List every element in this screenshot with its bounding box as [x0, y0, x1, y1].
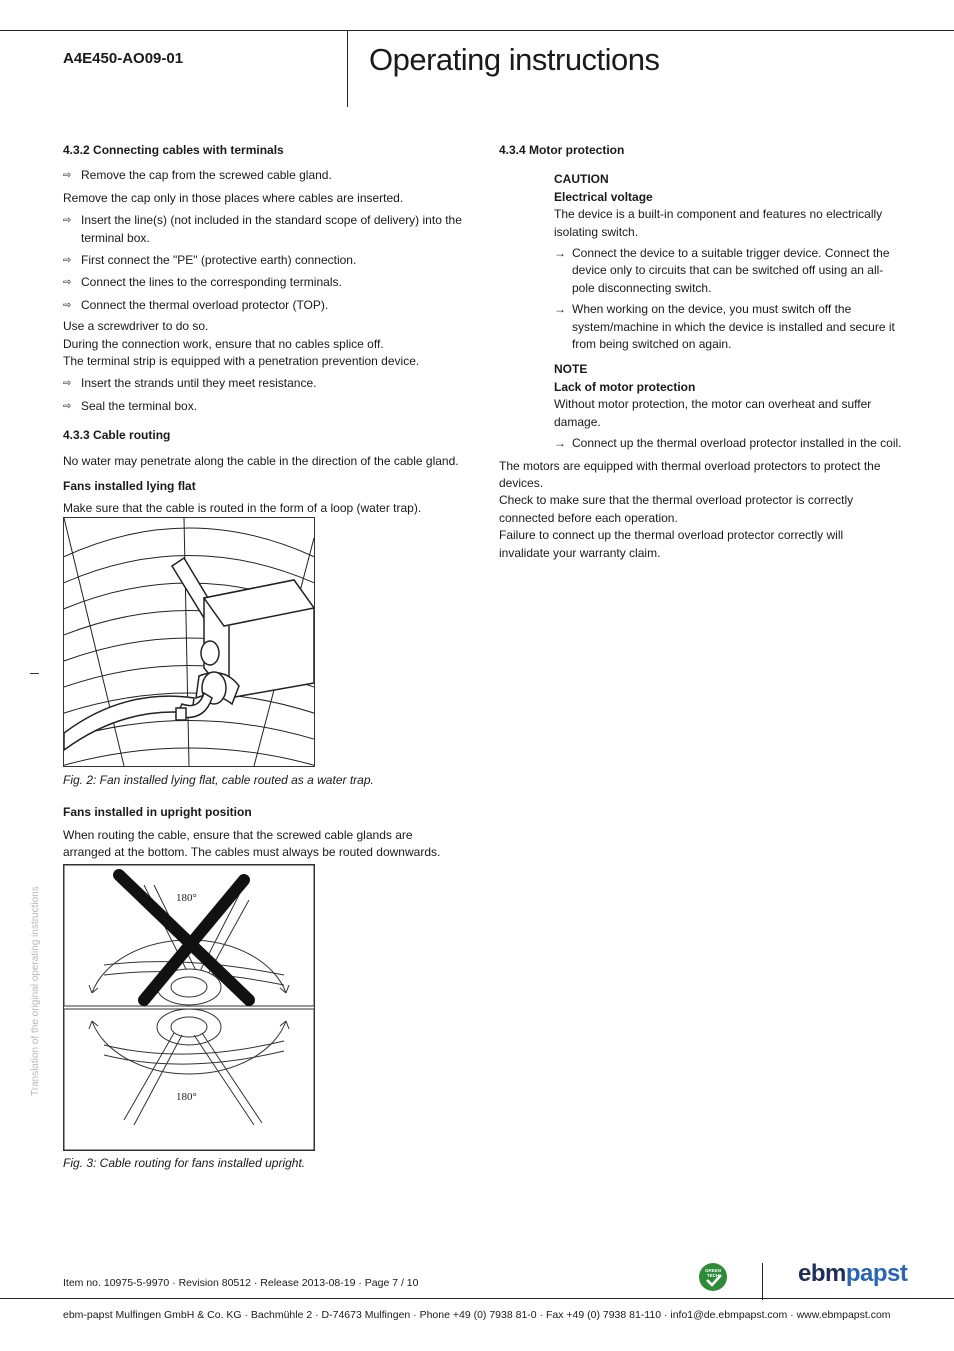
- model-number: A4E450-AO09-01: [63, 50, 184, 67]
- subheading-lying-flat: Fans installed lying flat: [63, 479, 196, 494]
- paragraph: No water may penetrate along the cable in the direction of the cable gland.: [63, 453, 459, 468]
- left-column: [63, 142, 463, 517]
- subheading-upright: Fans installed in upright position: [63, 805, 252, 820]
- arrow-bullet-icon: ⇨: [63, 277, 72, 289]
- list-item: ⇨ Connect the lines to the corresponding terminals.: [63, 274, 463, 291]
- arrow-bullet-icon: ⇨: [63, 255, 72, 267]
- svg-text:TECH: TECH: [706, 1273, 720, 1278]
- paragraph: Remove the cap only in those places where cables are inserted.: [63, 190, 404, 205]
- paragraph: The terminal strip is equipped with a penetration prevention device.: [63, 354, 420, 369]
- figure-3-caption: Fig. 3: Cable routing for fans installed upright.: [63, 1156, 306, 1170]
- header-divider: [347, 30, 348, 107]
- arrow-bullet-icon: ⇨: [63, 299, 72, 311]
- footer-logo-divider: [762, 1263, 763, 1300]
- figure-2-caption-wrap: [63, 772, 463, 862]
- caution-block: [554, 171, 904, 452]
- note-label: NOTE: [554, 362, 588, 377]
- svg-text:GREEN: GREEN: [704, 1268, 722, 1273]
- margin-tick: [30, 673, 39, 674]
- figure-2-caption: Fig. 2: Fan installed lying flat, cable routed as a water trap.: [63, 773, 374, 787]
- list-item: → When working on the device, you must switch off the system/machine in which the device is installed and secure it from being switched on again.: [554, 302, 895, 352]
- footer-rule: [0, 1298, 954, 1299]
- arrow-right-icon: →: [554, 246, 566, 261]
- caution-title: Electrical voltage: [554, 189, 653, 204]
- list-item: ⇨ Insert the line(s) (not included in the standard scope of delivery) into the terminal box.: [63, 213, 462, 245]
- arrow-bullet-icon: ⇨: [63, 400, 72, 412]
- paragraph: The motors are equipped with thermal overload protectors to protect the devices.: [499, 458, 881, 490]
- list-item: ⇨ First connect the "PE" (protective earth) connection.: [63, 252, 463, 269]
- list-item: → Connect up the thermal overload protector installed in the coil.: [554, 435, 922, 452]
- footer-address: ebm-papst Mulfingen GmbH & Co. KG · Bachmühle 2 · D-74673 Mulfingen · Phone +49 (0) 7938 81-0 · Fax +49 (0) 7938 81-110 · info1@de.ebmpapst.com · www.ebmpapst.com: [63, 1309, 891, 1321]
- list-item: ⇨ Insert the strands until they meet resistance.: [63, 375, 463, 392]
- arrow-bullet-icon: ⇨: [63, 170, 72, 182]
- figure-3-caption-wrap: [63, 1155, 463, 1172]
- brand-logo: ebmpapst: [798, 1260, 908, 1287]
- caution-text: The device is a built-in component and features no electrically isolating switch.: [554, 207, 883, 239]
- arrow-bullet-icon: ⇨: [63, 215, 72, 227]
- list-item: → Connect the device to a suitable trigger device. Connect the device only to circuits that can be switched off using an all-pole disconnecting switch.: [554, 246, 890, 295]
- right-column: [499, 142, 904, 562]
- section-4-3-2-heading: 4.3.2 Connecting cables with terminals: [63, 143, 284, 157]
- figure-3-image: [63, 864, 315, 1151]
- paragraph: Make sure that the cable is routed in the form of a loop (water trap).: [63, 500, 422, 515]
- header-top-rule: [0, 30, 954, 31]
- paragraph: Failure to connect up the thermal overload protector correctly will invalidate your warranty claim.: [499, 528, 844, 560]
- paragraph: During the connection work, ensure that no cables splice off.: [63, 336, 384, 351]
- arrow-bullet-icon: ⇨: [63, 378, 72, 390]
- sidebar-note: Translation of the original operating instructions: [30, 886, 41, 1096]
- list-item: ⇨ Seal the terminal box.: [63, 398, 463, 415]
- paragraph: Check to make sure that the thermal overload protector is correctly connected before each operation.: [499, 493, 854, 525]
- note-title: Lack of motor protection: [554, 379, 696, 394]
- section-4-3-4-heading: 4.3.4 Motor protection: [499, 143, 625, 157]
- green-tech-logo-icon: [698, 1262, 728, 1292]
- list-item: ⇨ Remove the cap from the screwed cable gland.: [63, 167, 463, 184]
- angle-label-top: 180°: [176, 892, 197, 904]
- caution-label: CAUTION: [554, 172, 609, 187]
- paragraph: Use a screwdriver to do so.: [63, 319, 209, 334]
- arrow-right-icon: →: [554, 302, 566, 317]
- fan-upright-illustration: [64, 865, 314, 1150]
- fan-lying-flat-illustration: [64, 518, 314, 766]
- section-4-3-3-heading: 4.3.3 Cable routing: [63, 428, 171, 443]
- arrow-right-icon: →: [554, 436, 566, 451]
- figure-2-image: [63, 517, 315, 767]
- note-text: Without motor protection, the motor can overheat and suffer damage.: [554, 397, 872, 429]
- angle-label-bottom: 180°: [176, 1091, 197, 1103]
- footer-item-line: Item no. 10975-5-9970 · Revision 80512 · Release 2013-08-19 · Page 7 / 10: [63, 1277, 419, 1289]
- list-item: ⇨ Connect the thermal overload protector (TOP).: [63, 297, 463, 314]
- page-title: Operating instructions: [369, 42, 660, 77]
- paragraph: When routing the cable, ensure that the screwed cable glands are arranged at the bottom. The cables must always be routed downwards.: [63, 827, 441, 860]
